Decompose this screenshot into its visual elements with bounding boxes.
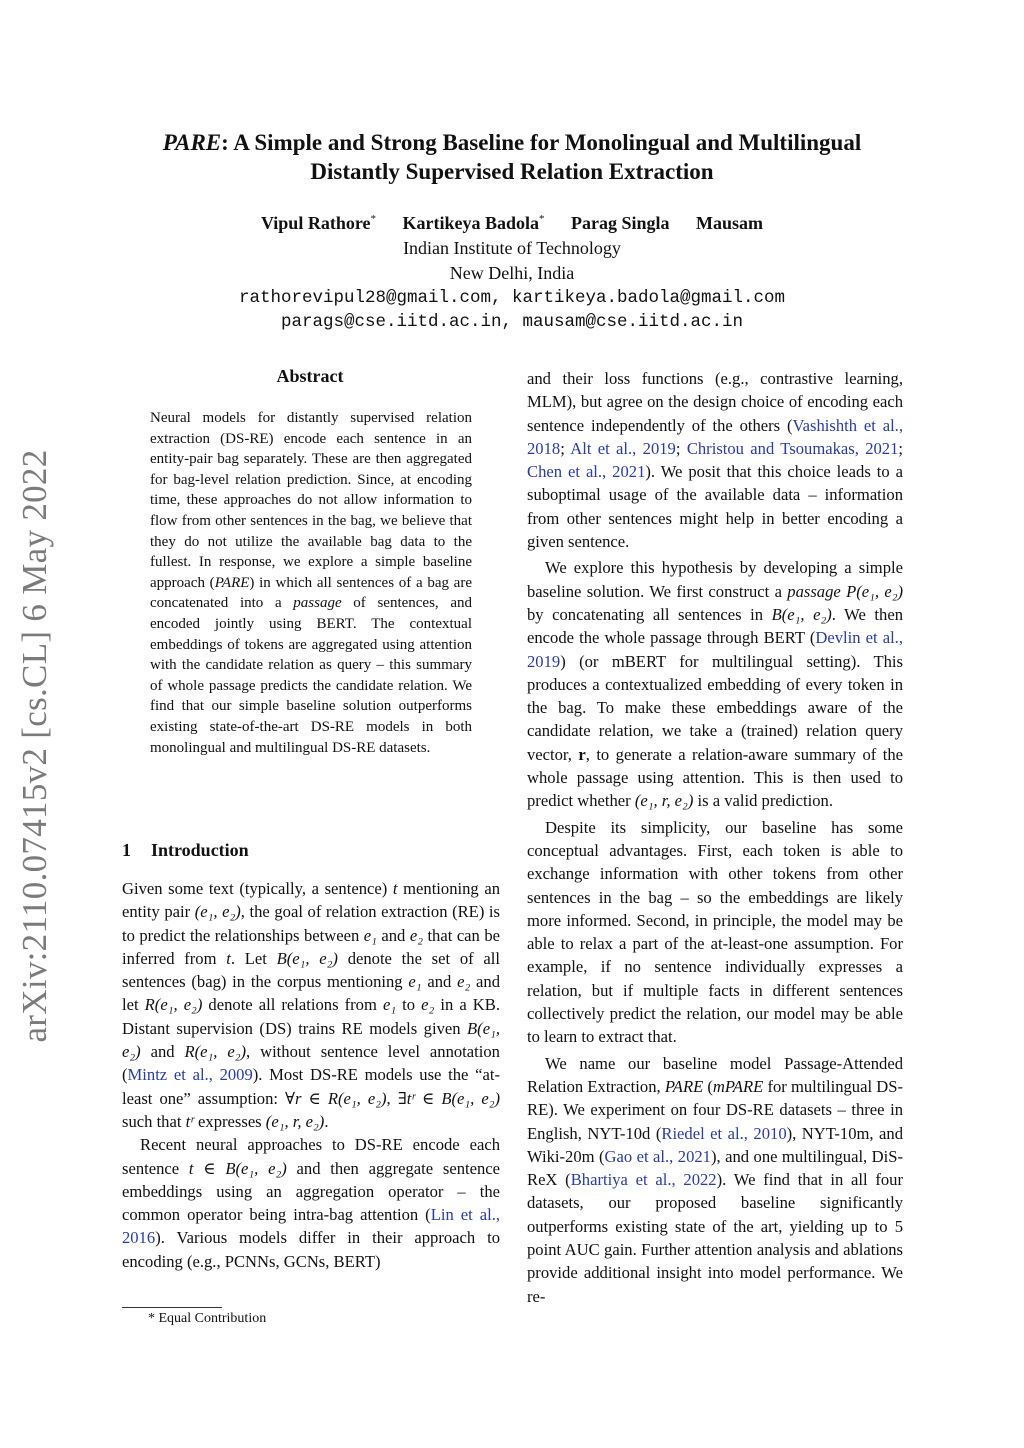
citation-lin[interactable]: Lin et al., 2016 [122,1205,500,1248]
footnote-rule [122,1307,222,1308]
citation-riedel[interactable]: Riedel et al., 2010 [661,1123,787,1143]
title-line1: : A Simple and Strong Baseline for Monolingual and Multilingual [221,130,862,155]
author-2: Kartikeya Badola* [402,213,545,233]
author-names [80,207,944,236]
author-block [80,207,944,334]
intro-right-column [527,367,903,1308]
citation-mintz[interactable]: Mintz et al., 2009 [127,1065,253,1085]
location: New Delhi, India [449,263,575,283]
author-1: Vipul Rathore* [260,213,376,233]
citation-bhartiya[interactable]: Bhartiya et al., 2022 [570,1170,717,1190]
intro-paragraph-1: Given some text (typically, a sentence) t mentioning an entity pair (e₁, e₂), the goal of relation extraction (RE) is to predict the relationships between e₁ and e₂ that can be inferred from t. Let B(e₁, e₂) denote the set of all sentences (bag) in the corpus mentioning e₁ and e₂ and let R(e₁, e₂) denote all relations from e₁ to e₂ in a KB. Distant supervision (DS) trains RE models given B(e₁, e₂) and R(e₁, e₂), without sentence level annotation (Mintz et al., 2009). Most DS-RE models use the “at-least one” assumption: ∀r ∈ R(e₁, e₂), ∃tʳ ∈ B(e₁, e₂) such that tʳ expresses (e₁, r, e₂). [122,879,500,1131]
intro-paragraph-5: Despite its simplicity, our baseline has some conceptual advantages. First, each token is able to exchange information with other tokens from other sentences in the bag – so the embeddings are likely more informed. Second, in principle, the model may be able to relax a part of the at-least-one assumption. For example, if no sentence individually expresses a relation, but if multiple facts in different sentences collectively predict the relation, our model may be able to learn to extract that. [527,817,903,1047]
footnote-equal-contribution: * Equal Contribution [148,1311,267,1326]
affiliation: Indian Institute of Technology [403,238,621,258]
citation-chen[interactable]: Chen et al., 2021 [527,462,646,482]
abstract-body: Neural models for distantly supervised relation extraction (DS-RE) encode each sentence in an entity-pair bag separately. These are then aggregated for bag-level relation prediction. Since, at encoding time, these approaches do not allow information to flow from other sentences in the bag, we believe that they do not utilize the available bag data to the fullest. In response, we explore a simple baseline approach (PARE) in which all sentences of a bag are concatenated into a passage of sentences, and encoded jointly using BERT. The contextual embeddings of tokens are aggregated using attention with the candidate relation as query – this summary of whole passage predicts the candidate relation. We find that our simple baseline solution outperforms existing state-of-the-art DS-RE models in both monolingual and multilingual DS-RE datasets. [150,410,472,756]
citation-devlin[interactable]: Devlin et al., 2019 [527,628,903,671]
citation-vashishth[interactable]: Vashishth et al., 2018 [527,415,903,458]
title-emphasis: PARE [162,130,222,155]
title-line2: Distantly Supervised Relation Extraction [310,159,714,184]
author-3: Parag Singla [571,213,670,233]
citation-gao[interactable]: Gao et al., 2021 [604,1146,711,1166]
intro-paragraph-3: and their loss functions (e.g., contrastive learning, MLM), but agree on the design choice of encoding each sentence independently of the others (Vashishth et al., 2018; Alt et al., 2019; Christou and Tsoumakas, 2021; Chen et al., 2021). We posit that this choice leads to a suboptimal usage of the available data – information from other sentences might help in better encoding a given sentence. [527,369,904,552]
author-4: Mausam [696,213,764,233]
abstract-heading: Abstract [276,366,344,386]
intro-left-column [122,877,500,1273]
citation-christou[interactable]: Christou and Tsoumakas, 2021 [686,438,899,458]
emails-line2: parags@cse.iitd.ac.in, mausam@cse.iitd.ac.in [280,312,744,332]
emails-line1: rathorevipul28@gmail.com, kartikeya.badola@gmail.com [238,288,786,308]
intro-paragraph-2: Recent neural approaches to DS-RE encode each sentence t ∈ B(e₁, e₂) and then aggregate sentence embeddings using an aggregation operator – the common operator being intra-bag attention (Lin et al., 2016). Various models differ in their approach to encoding (e.g., PCNNs, GCNs, BERT) [122,1135,500,1271]
paper-title [80,128,944,186]
arxiv-identifier: arXiv:2110.07415v2 [cs.CL] 6 May 2022 [15,449,54,1043]
intro-paragraph-4: We explore this hypothesis by developing a simple baseline solution. We first construct a passage P(e₁, e₂) by concatenating all sentences in B(e₁, e₂). We then encode the whole passage through BERT (Devlin et al., 2019) (or mBERT for multilingual setting). This produces a contextualized embedding of every token in the bag. To make these embeddings aware of the candidate relation, we take a (trained) relation query vector, r, to generate a relation-aware summary of the whole passage using attention. This is then used to predict whether (e₁, r, e₂) is a valid prediction. [527,558,903,811]
citation-alt[interactable]: Alt et al., 2019 [570,438,676,458]
intro-paragraph-6: We name our baseline model Passage-Attended Relation Extraction, PARE (mPARE for multilingual DS-RE). We experiment on four DS-RE datasets – three in English, NYT-10d (Riedel et al., 2010), NYT-10m, and Wiki-20m (Gao et al., 2021), and one multilingual, DiS-ReX (Bhartiya et al., 2022). We find that in all four datasets, our proposed baseline significantly outperforms existing state of the art, yielding up to 5 point AUC gain. Further attention analysis and ablations provide additional insight into model performance. We re- [527,1053,904,1306]
section-heading-introduction: 1 Introduction [122,840,249,860]
